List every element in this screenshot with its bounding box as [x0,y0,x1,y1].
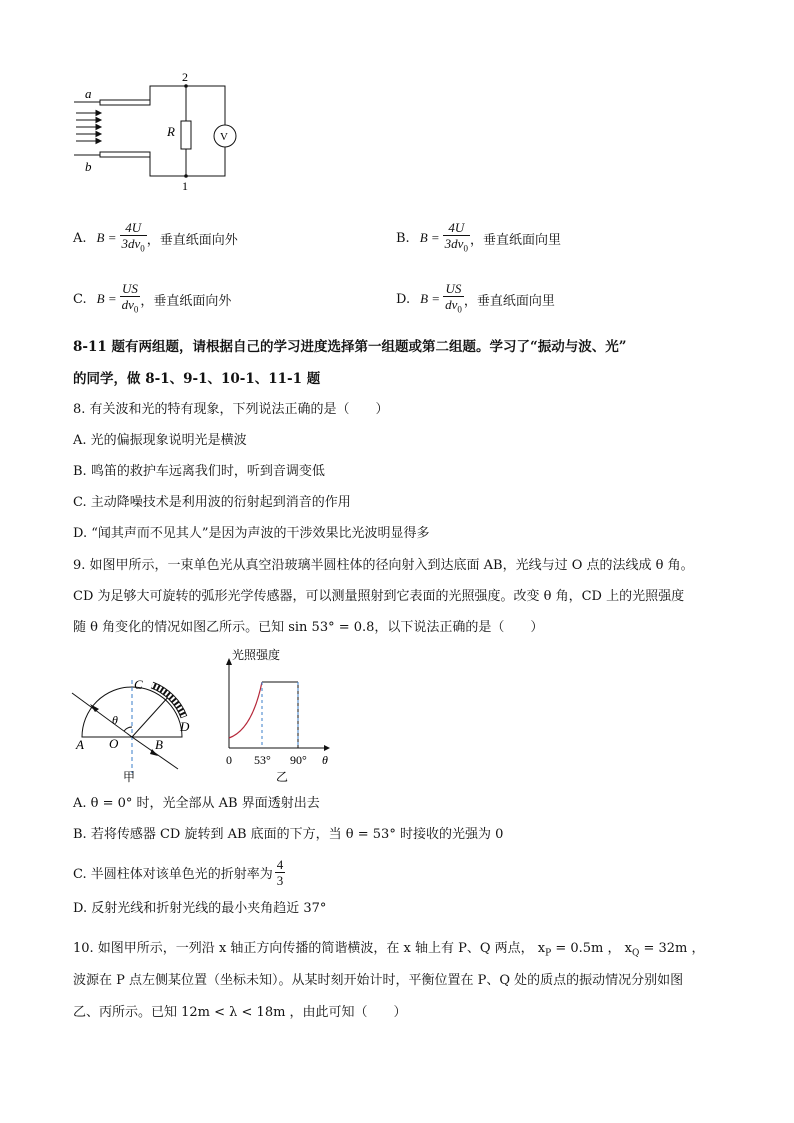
q8-stem: 8. 有关波和光的特有现象，下列说法正确的是（ ） [73,402,389,417]
q10-line2: 波源在 P 点左侧某位置（坐标未知）。从某时刻开始计时，平衡位置在 P、Q 处的质点的振动情况分别如图 [73,973,684,988]
tick-90: 90° [290,753,307,767]
q7-option-d[interactable] [396,277,555,321]
den-text: dv [445,296,458,312]
fraction-denominator [443,236,470,257]
plate-a-label: a [85,86,92,101]
fraction-denominator: 3 [276,872,284,888]
formula-lhs: B = [96,230,117,245]
formula-fraction [120,281,141,318]
section-note-line2: 的同学，做 8-1、9-1、10-1、11-1 题 [73,371,321,387]
den-text: 3dv [444,235,464,251]
label-C: C [134,677,143,692]
q9-stem-line1: 9. 如图甲所示，一束单色光从真空沿玻璃半圆柱体的径向射入到达底面 AB，光线与过 O 点的法线成 θ 角。 [73,558,694,573]
formula-lhs: B = [419,230,440,245]
origin-label: 0 [226,753,232,767]
q9-option-a[interactable]: A. θ = 0° 时，光全部从 AB 界面透射出去 [73,796,320,811]
q8-option-a[interactable]: A. 光的偏振现象说明光是横波 [73,433,247,448]
q9-option-b[interactable]: B. 若将传感器 CD 旋转到 AB 底面的下方，当 θ = 53° 时接收的光强为 0 [73,827,504,842]
node-2-label: 2 [182,70,188,84]
option-letter: B. [396,230,410,246]
label-theta: θ [112,713,118,727]
xp-subscript: P [545,948,552,959]
den-subscript: 0 [133,304,139,315]
caption-jia: 甲 [123,770,136,784]
q9-option-c[interactable] [73,852,285,892]
den-subscript: 0 [140,243,145,254]
resistor-label: R [167,124,175,139]
den-subscript: 0 [457,304,462,315]
option-letter: C. [73,291,87,307]
xaxis-label: θ [322,753,328,767]
q7-option-a[interactable] [73,216,238,260]
q8-option-b[interactable]: B. 鸣笛的救护车远离我们时，听到音调变低 [73,464,325,479]
section-note-line1: 8-11 题有两组题，请根据自己的学习进度选择第一组题或第二组题。学习了“振动与波、光” [73,339,627,355]
den-text: 3dv [121,235,141,251]
option-text: ，垂直纸面向外 [146,232,238,248]
xq-subscript: Q [631,948,640,959]
den-subscript: 0 [463,243,468,254]
formula-fraction [443,281,464,318]
option-text: ，垂直纸面向里 [469,232,561,248]
option-text: ，垂直纸面向外 [140,293,232,309]
q10-line1-text: 10. 如图甲所示，一列沿 x 轴正方向传播的简谐横波，在 x 轴上有 P、Q 两点， x [73,941,546,956]
voltmeter-label: V [220,131,228,143]
tick-53: 53° [254,753,271,767]
yaxis-label: 光照强度 [232,648,281,662]
q8-option-d[interactable]: D. “闻其声而不见其人”是因为声波的干涉效果比光波明显得多 [73,526,430,541]
label-D: D [180,719,190,734]
circuit-diagram [60,68,250,193]
formula-fraction [120,220,147,257]
label-O: O [109,736,119,751]
option-letter: D. [396,291,411,307]
fraction-numerator: US [120,281,141,297]
formula-fraction [443,220,470,257]
figure-jia [60,655,210,785]
figure-yi [220,645,340,785]
label-A: A [76,737,84,752]
q7-option-b[interactable] [396,216,561,260]
option-text: C. 半圆柱体对该单色光的折射率为 [73,866,273,882]
fraction-denominator [120,236,147,257]
formula-lhs: B = [420,291,441,306]
fraction-numerator: US [443,281,464,297]
xp-value: = 0.5m ， x [551,941,632,956]
q9-stem-line2: CD 为足够大可旋转的弧形光学传感器，可以测量照射到它表面的光照强度。改变 θ 角，CD 上的光照强度 [73,589,685,604]
q9-option-d[interactable]: D. 反射光线和折射光线的最小夹角趋近 37° [73,901,327,916]
label-B: B [155,737,163,752]
q8-option-c[interactable]: C. 主动降噪技术是利用波的衍射起到消音的作用 [73,495,351,510]
q7-option-c[interactable] [73,277,231,321]
fraction-denominator [443,297,464,318]
xq-value: = 32m ， [639,941,705,956]
fraction-numerator: 4U [443,220,470,236]
den-text: dv [121,296,134,312]
node-1-label: 1 [182,179,188,193]
formula-lhs: B = [96,291,117,306]
caption-yi: 乙 [276,770,289,784]
q10-line1 [73,941,705,962]
q10-line3: 乙、丙所示。已知 12m < λ < 18m ，由此可知（ ） [73,1005,407,1020]
fraction-numerator: 4 [276,856,284,872]
fraction-denominator [120,297,141,318]
plate-b-label: b [85,159,92,174]
option-letter: A. [73,230,87,246]
option-text: ，垂直纸面向里 [463,293,555,309]
formula-fraction [275,857,286,888]
q9-stem-line3: 随 θ 角变化的情况如图乙所示。已知 sin 53° = 0.8，以下说法正确的是（ ） [73,620,544,635]
fraction-numerator: 4U [120,220,147,236]
